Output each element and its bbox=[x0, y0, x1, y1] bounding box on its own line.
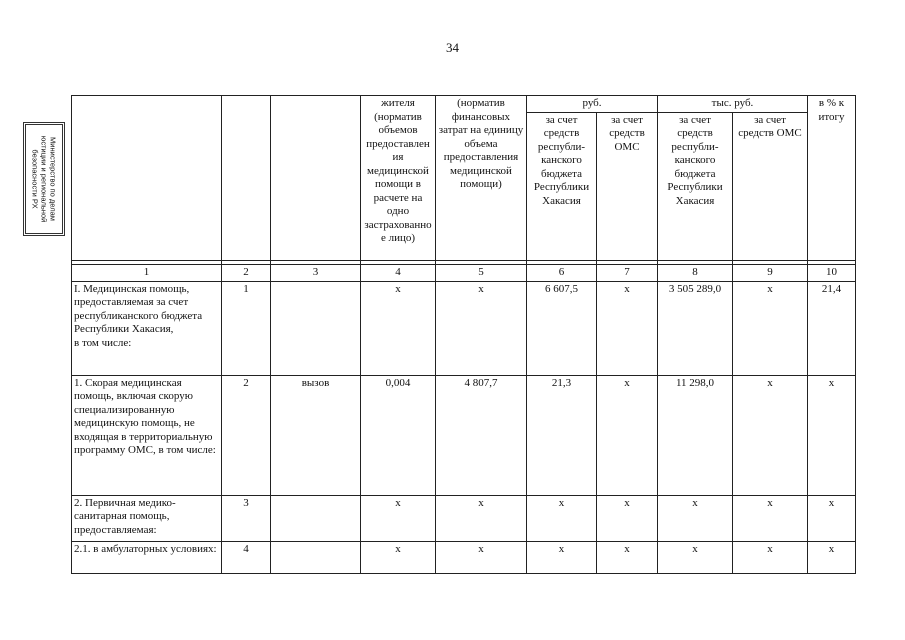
row-value-col6: 6 607,5 bbox=[527, 281, 597, 375]
row-value-col4: х bbox=[361, 541, 436, 573]
row-value-col9: х bbox=[733, 541, 808, 573]
header-cell-norm-volume: жителя (норматив объемов предоставлен ия медицинской помощи в расчете на одно застрахованно е лицо) bbox=[361, 96, 436, 261]
column-number: 9 bbox=[733, 264, 808, 281]
row-value-col8: х bbox=[658, 495, 733, 541]
column-number: 5 bbox=[436, 264, 527, 281]
table-row bbox=[72, 281, 856, 375]
column-number-row bbox=[72, 264, 856, 281]
stamp-line: Министерство по делам bbox=[48, 137, 58, 221]
column-number: 7 bbox=[597, 264, 658, 281]
header-group-rub: руб. bbox=[527, 96, 658, 113]
row-name: 2.1. в амбулаторных условиях: bbox=[72, 541, 222, 573]
row-value-col9: х bbox=[733, 375, 808, 495]
row-value-col4: х bbox=[361, 281, 436, 375]
row-value-col5: х bbox=[436, 541, 527, 573]
stamp-line: безопасности РХ bbox=[30, 149, 40, 209]
header-cell-line bbox=[222, 96, 271, 261]
column-number: 8 bbox=[658, 264, 733, 281]
column-number: 3 bbox=[271, 264, 361, 281]
row-value-col6: 21,3 bbox=[527, 375, 597, 495]
stamp-text bbox=[31, 136, 58, 223]
header-group-thousand-rub: тыс. руб. bbox=[658, 96, 808, 113]
row-value-col4: х bbox=[361, 495, 436, 541]
row-value-col10: х bbox=[808, 495, 856, 541]
row-value-col5: 4 807,7 bbox=[436, 375, 527, 495]
header-cell-thousand-budget: за счет средств республи-канского бюджета Республики Хакасия bbox=[658, 112, 733, 260]
row-value-col9: х bbox=[733, 495, 808, 541]
row-value-col8: х bbox=[658, 541, 733, 573]
table-row bbox=[72, 375, 856, 495]
header-cell-norm-cost: (норматив финансовых затрат на единицу объема предоставления медицинской помощи) bbox=[436, 96, 527, 261]
row-name: I. Медицинская помощь, предоставляемая за счет республиканского бюджета Республики Хакасия, в том числе: bbox=[72, 281, 222, 375]
row-unit bbox=[271, 541, 361, 573]
page-number: 34 bbox=[446, 40, 459, 55]
column-number: 2 bbox=[222, 264, 271, 281]
row-value-col10: х bbox=[808, 375, 856, 495]
row-unit bbox=[271, 281, 361, 375]
row-value-col10: 21,4 bbox=[808, 281, 856, 375]
header-cell-thousand-oms: за счет средств ОМС bbox=[733, 112, 808, 260]
row-value-col5: х bbox=[436, 495, 527, 541]
header-cell-name bbox=[72, 96, 222, 261]
column-number: 4 bbox=[361, 264, 436, 281]
stamp-line: юстиции и региональной bbox=[39, 135, 49, 223]
header-cell-unit bbox=[271, 96, 361, 261]
row-value-col5: х bbox=[436, 281, 527, 375]
row-value-col8: 11 298,0 bbox=[658, 375, 733, 495]
header-cell-percent-total: в % к итогу bbox=[808, 96, 856, 261]
row-unit bbox=[271, 495, 361, 541]
row-unit: вызов bbox=[271, 375, 361, 495]
header-cell-rub-oms: за счет средств ОМС bbox=[597, 112, 658, 260]
registration-stamp bbox=[23, 122, 65, 236]
header-cell-rub-budget: за счет средств республи-канского бюджета Республики Хакасия bbox=[527, 112, 597, 260]
table-row bbox=[72, 541, 856, 573]
row-line-number: 1 bbox=[222, 281, 271, 375]
row-line-number: 3 bbox=[222, 495, 271, 541]
row-value-col7: х bbox=[597, 281, 658, 375]
column-number: 10 bbox=[808, 264, 856, 281]
column-number: 6 bbox=[527, 264, 597, 281]
row-value-col10: х bbox=[808, 541, 856, 573]
header-row-1 bbox=[72, 96, 856, 113]
row-name: 2. Первичная медико-санитарная помощь, предоставляемая: bbox=[72, 495, 222, 541]
row-value-col6: х bbox=[527, 495, 597, 541]
row-value-col7: х bbox=[597, 495, 658, 541]
row-value-col9: х bbox=[733, 281, 808, 375]
row-value-col7: х bbox=[597, 541, 658, 573]
column-number: 1 bbox=[72, 264, 222, 281]
row-value-col4: 0,004 bbox=[361, 375, 436, 495]
row-line-number: 4 bbox=[222, 541, 271, 573]
row-value-col7: х bbox=[597, 375, 658, 495]
row-name: 1. Скорая медицинская помощь, включая скорую специализированную медицинскую помощь, не входящая в территориальную программу ОМС, в том числе: bbox=[72, 375, 222, 495]
row-value-col8: 3 505 289,0 bbox=[658, 281, 733, 375]
row-line-number: 2 bbox=[222, 375, 271, 495]
table-row bbox=[72, 495, 856, 541]
financing-table bbox=[71, 95, 856, 574]
row-value-col6: х bbox=[527, 541, 597, 573]
